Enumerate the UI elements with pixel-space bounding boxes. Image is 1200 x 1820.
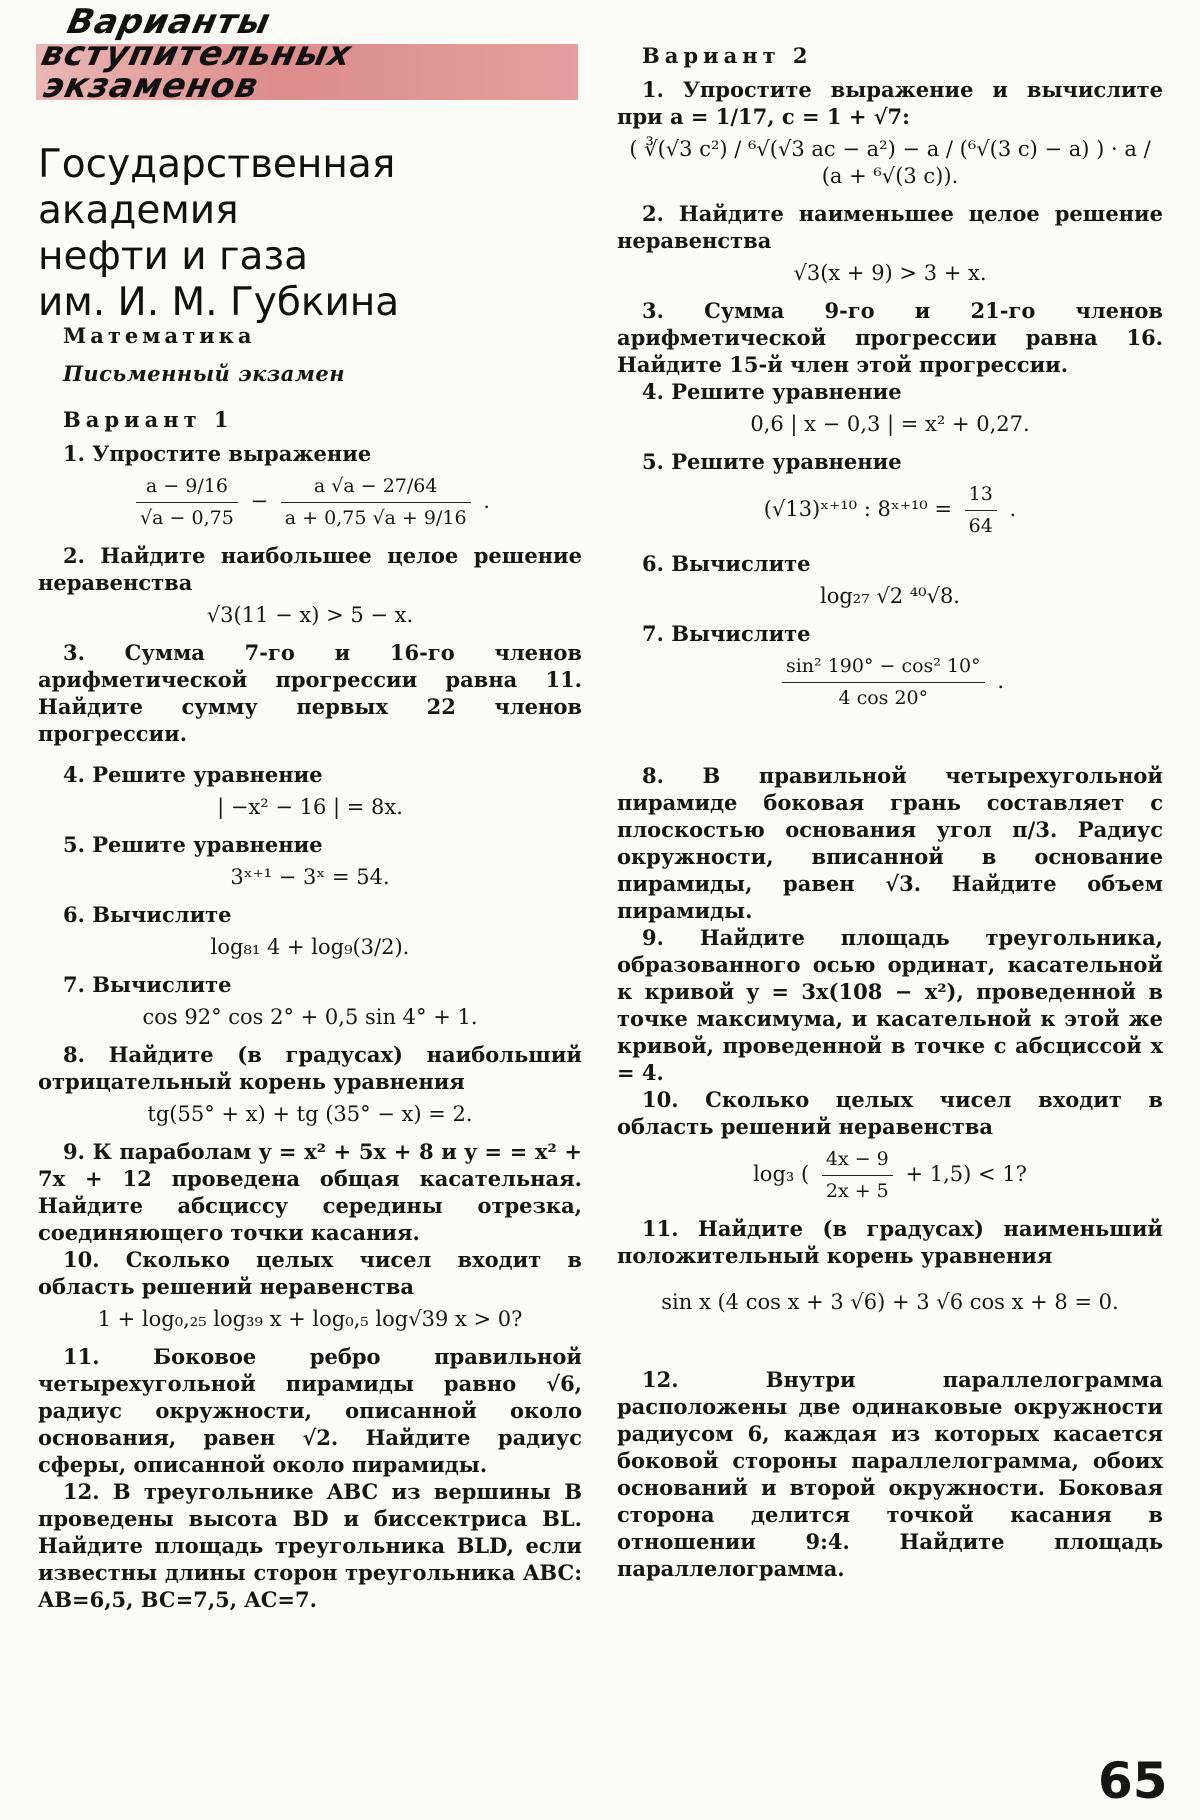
- task-text: 12. В треугольнике ABC из вершины B проведены высота BD и биссектриса BL. Найдите площадь треугольника BLD, если известны длины сторон треугольника ABC: AB=6,5, BC=7,5, AC=7.: [38, 1479, 582, 1612]
- task-text: 1. Упростите выражение и вычислите при a = 1/17, c = 1 + √7:: [617, 77, 1163, 129]
- title-line: нефти и газа: [38, 234, 309, 279]
- numerator: a √a − 27/64: [281, 473, 471, 503]
- handwritten-line-1: Варианты: [63, 2, 275, 42]
- formula-end: .: [1009, 497, 1017, 521]
- page-title: [38, 142, 598, 326]
- task-text: 8. В правильной четырехугольной пирамиде боковая грань составляет с плоскостью основания угол π/3. Радиус окружности, вписанной в основание пирамиды, равен √3. Найдите объем пирамиды.: [617, 763, 1163, 923]
- variant-heading: Вариант 2: [642, 43, 813, 68]
- fraction: [965, 481, 997, 540]
- handwritten-line-3: экзаменов: [39, 66, 263, 106]
- operator: −: [250, 489, 269, 513]
- numerator: 4x − 9: [822, 1146, 893, 1176]
- task-formula: ( ∛(√3 c²) / ⁶√(√3 ac − a²) − a / (⁶√(3 c) − a) ) · a / (a + ⁶√(3 c)).: [629, 137, 1151, 188]
- handwritten-line-2: вступительных: [37, 34, 356, 74]
- numerator: 13: [965, 481, 997, 511]
- formula-end: .: [997, 669, 1005, 693]
- denominator: a + 0,75 √a + 9/16: [284, 507, 467, 529]
- task-text: 4. Решите уравнение: [642, 379, 902, 404]
- task-formula: log₂₇ √2 ⁴⁰√8.: [820, 584, 960, 608]
- task-text: 3. Сумма 9-го и 21-го членов арифметической прогрессии равна 16. Найдите 15-й член этой прогрессии.: [617, 298, 1163, 377]
- formula-end: .: [483, 489, 490, 513]
- numerator: a − 9/16: [136, 473, 238, 503]
- task-text: 9. К параболам y = x² + 5x + 8 и y = = x² + 7x + 12 проведена общая касательная. Найдите абсциссу середины отрезка, соединяющего точки касания.: [38, 1139, 582, 1245]
- task-formula: [617, 481, 1163, 540]
- denominator: 2x + 5: [825, 1180, 889, 1202]
- task-text: 5. Решите уравнение: [63, 832, 323, 857]
- task-formula: [617, 1146, 1163, 1205]
- task-text: 11. Боковое ребро правильной четырехугольной пирамиды равно √6, радиус окружности, описанной около основания, равен √2. Найдите радиус сферы, описанной около пирамиды.: [38, 1344, 582, 1477]
- variant-heading: Вариант 1: [63, 407, 234, 432]
- task-text: 8. Найдите (в градусах) наибольший отрицательный корень уравнения: [38, 1042, 582, 1094]
- task-formula: √3(11 − x) > 5 − x.: [206, 603, 414, 627]
- left-column: [38, 322, 582, 1613]
- task-formula: tg(55° + x) + tg (35° − x) = 2.: [147, 1102, 473, 1126]
- denominator: 4 cos 20°: [838, 687, 929, 709]
- exam-type: Письменный экзамен: [63, 361, 346, 386]
- task-text: 12. Внутри параллелограмма расположены две одинаковые окружности радиусом 6, каждая из которых касается боковой стороны параллелограмма, обоих оснований и второй окружности. Боковая сторона делится точкой касания в отношении 9:4. Найдите площадь параллелограмма.: [617, 1367, 1163, 1581]
- right-column: [617, 42, 1163, 1582]
- task-text: 2. Найдите наибольшее целое решение неравенства: [38, 543, 582, 595]
- task-formula: [617, 653, 1163, 712]
- formula-end: + 1,5) < 1?: [905, 1162, 1027, 1186]
- formula-left: (√13)ˣ⁺¹⁰ : 8ˣ⁺¹⁰ =: [763, 497, 952, 521]
- page-number: 65: [1098, 1752, 1168, 1810]
- task-text: 6. Вычислите: [63, 902, 232, 927]
- subject-heading: Математика: [63, 323, 256, 348]
- title-line: Государственная академия: [38, 142, 396, 233]
- denominator: 64: [968, 515, 993, 537]
- task-formula: cos 92° cos 2° + 0,5 sin 4° + 1.: [142, 1005, 478, 1029]
- task-text: 1. Упростите выражение: [63, 441, 372, 466]
- formula-left: log₃ (: [753, 1162, 810, 1186]
- task-text: 9. Найдите площадь треугольника, образованного осью ординат, касательной к кривой y = 3x(108 − x²), проведенной в точке максимума, и касательной к этой же кривой, проведенной в точке с абсциссой x = 4.: [617, 925, 1163, 1085]
- fraction: [281, 473, 471, 532]
- title-line: им. И. М. Губкина: [38, 280, 400, 325]
- task-formula: sin x (4 cos x + 3 √6) + 3 √6 cos x + 8 = 0.: [661, 1290, 1119, 1314]
- numerator: sin² 190° − cos² 10°: [782, 653, 985, 683]
- task-formula: 1 + log₀,₂₅ log₃₉ x + log₀,₅ log√39 x > 0?: [97, 1307, 523, 1331]
- task-text: 6. Вычислите: [642, 551, 811, 576]
- task-text: 2. Найдите наименьшее целое решение неравенства: [617, 201, 1163, 253]
- task-formula: log₈₁ 4 + log₉(3/2).: [210, 935, 410, 959]
- denominator: √a − 0,75: [140, 507, 234, 529]
- task-formula: | −x² − 16 | = 8x.: [217, 795, 403, 819]
- task-formula: [38, 473, 582, 532]
- task-text: 7. Вычислите: [63, 972, 232, 997]
- task-text: 5. Решите уравнение: [642, 449, 902, 474]
- fraction: [136, 473, 238, 532]
- task-text: 10. Сколько целых чисел входит в область решений неравенства: [617, 1087, 1163, 1139]
- task-text: 11. Найдите (в градусах) наименьший положительный корень уравнения: [617, 1216, 1163, 1268]
- task-text: 3. Сумма 7-го и 16-го членов арифметической прогрессии равна 11. Найдите сумму первых 22 членов прогрессии.: [38, 640, 582, 746]
- fraction: [782, 653, 985, 712]
- task-text: 7. Вычислите: [642, 621, 811, 646]
- fraction: [822, 1146, 893, 1205]
- task-formula: √3(x + 9) > 3 + x.: [793, 261, 987, 285]
- task-formula: 0,6 | x − 0,3 | = x² + 0,27.: [750, 412, 1030, 436]
- task-text: 4. Решите уравнение: [63, 762, 323, 787]
- task-text: 10. Сколько целых чисел входит в область решений неравенства: [38, 1247, 582, 1299]
- task-formula: 3ˣ⁺¹ − 3ˣ = 54.: [230, 865, 390, 889]
